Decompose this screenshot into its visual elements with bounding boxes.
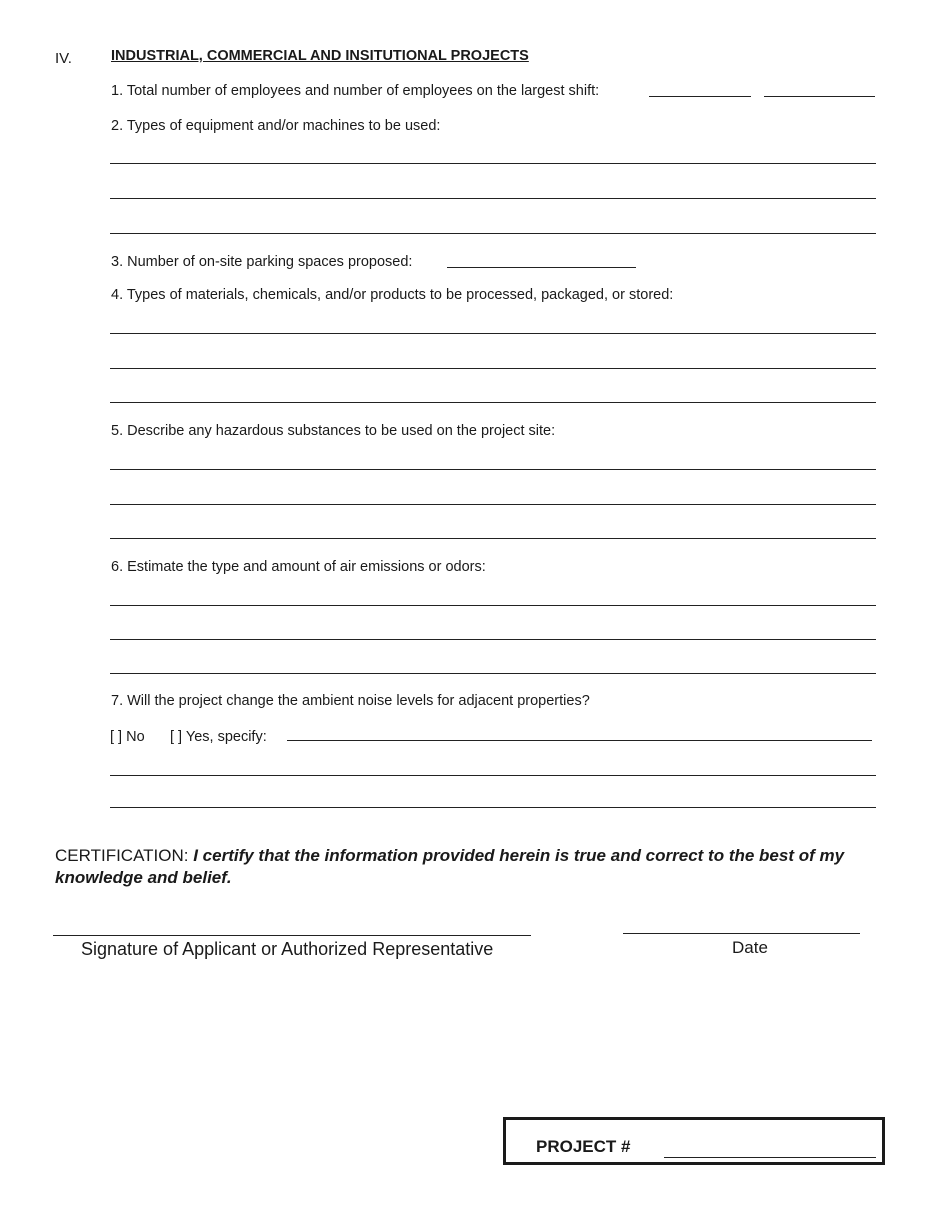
project-label: PROJECT # <box>536 1137 631 1156</box>
project-number-field[interactable] <box>664 1157 876 1158</box>
signature-line[interactable] <box>53 935 531 936</box>
equipment-answer-line-1[interactable] <box>110 163 876 164</box>
question-6: 6. Estimate the type and amount of air emissions or odors: <box>111 559 486 575</box>
total-employees-field[interactable] <box>649 96 751 97</box>
noise-yes-checkbox[interactable]: [ ] Yes, specify: <box>170 729 267 745</box>
certification-statement: I certify that the information provided herein is true and correct to the best of my knowledge and belief. <box>55 846 845 887</box>
project-number-box <box>503 1117 885 1165</box>
equipment-answer-line-2[interactable] <box>110 198 876 199</box>
noise-no-checkbox[interactable]: [ ] No <box>110 729 145 745</box>
parking-spaces-field[interactable] <box>447 267 636 268</box>
certification-label: CERTIFICATION: <box>55 846 189 865</box>
hazardous-answer-line-3[interactable] <box>110 538 876 539</box>
question-4: 4. Types of materials, chemicals, and/or products to be processed, packaged, or stored: <box>111 287 674 303</box>
date-label: Date <box>732 938 768 957</box>
question-5: 5. Describe any hazardous substances to be used on the project site: <box>111 423 556 439</box>
date-line[interactable] <box>623 933 860 934</box>
materials-answer-line-3[interactable] <box>110 402 876 403</box>
noise-answer-line-1[interactable] <box>110 775 876 776</box>
certification <box>55 845 895 889</box>
question-7: 7. Will the project change the ambient noise levels for adjacent properties? <box>111 693 590 709</box>
signature-label: Signature of Applicant or Authorized Representative <box>81 939 494 959</box>
emissions-answer-line-1[interactable] <box>110 605 876 606</box>
emissions-answer-line-3[interactable] <box>110 673 876 674</box>
question-3: 3. Number of on-site parking spaces proposed: <box>111 254 413 270</box>
section-title: INDUSTRIAL, COMMERCIAL AND INSITUTIONAL PROJECTS <box>111 48 529 64</box>
largest-shift-employees-field[interactable] <box>764 96 875 97</box>
emissions-answer-line-2[interactable] <box>110 639 876 640</box>
noise-answer-line-2[interactable] <box>110 807 876 808</box>
materials-answer-line-1[interactable] <box>110 333 876 334</box>
noise-specify-field[interactable] <box>287 740 872 741</box>
equipment-answer-line-3[interactable] <box>110 233 876 234</box>
question-2: 2. Types of equipment and/or machines to be used: <box>111 118 441 134</box>
question-1: 1. Total number of employees and number of employees on the largest shift: <box>111 83 600 99</box>
materials-answer-line-2[interactable] <box>110 368 876 369</box>
hazardous-answer-line-1[interactable] <box>110 469 876 470</box>
section-number: IV. <box>55 50 72 67</box>
hazardous-answer-line-2[interactable] <box>110 504 876 505</box>
